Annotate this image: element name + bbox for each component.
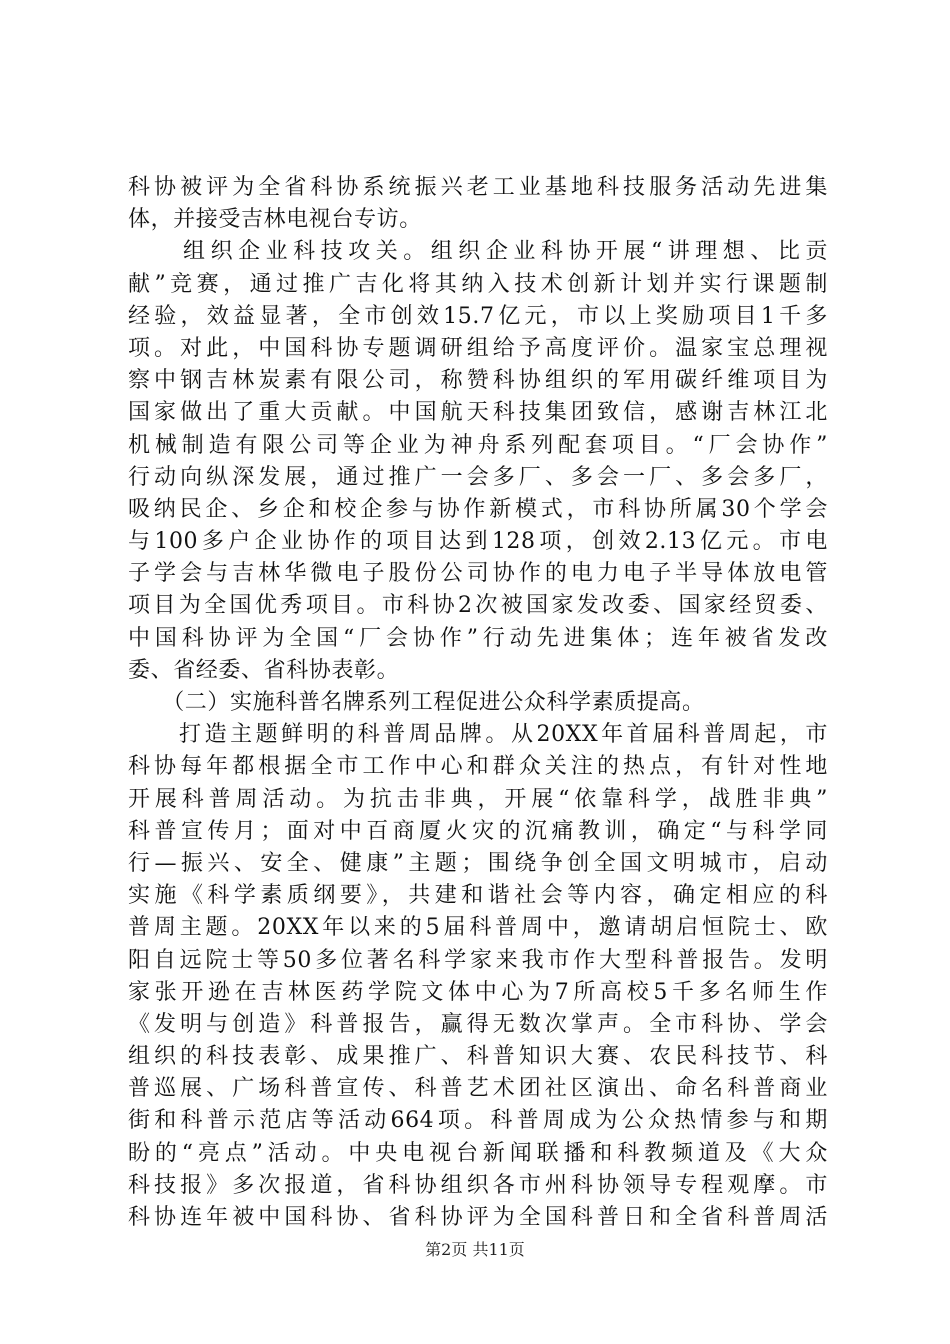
text-line: 子学会与吉林华微电子股份公司协作的电力电子半导体放电管 (128, 561, 828, 587)
text-line: 组织企业科技攻关。组织企业科协开展“讲理想、比贡 (128, 239, 828, 265)
text-line: 科技报》多次报道，省科协组织各市州科协领导专程观摩。市 (128, 1172, 828, 1198)
text-line: 科协连年被中国科协、省科协评为全国科普日和全省科普周活 (128, 1205, 828, 1230)
text-line: 与100多户企业协作的项目达到128项，创效2.13亿元。市电 (128, 529, 828, 555)
text-line: 开展科普周活动。为抗击非典，开展“依靠科学，战胜非典” (128, 786, 828, 812)
text-line: 实施《科学素质纲要》，共建和谐社会等内容，确定相应的科 (128, 883, 828, 909)
text-line: 行动向纵深发展，通过推广一会多厂、多会一厂、多会多厂， (128, 464, 828, 490)
text-line: 行—振兴、安全、健康”主题；围绕争创全国文明城市，启动 (128, 850, 828, 876)
text-line: 打造主题鲜明的科普周品牌。从20XX年首届科普周起，市 (128, 722, 828, 748)
text-line: 吸纳民企、乡企和校企参与协作新模式，市科协所属30个学会 (128, 496, 828, 522)
text-line: 盼的“亮点”活动。中央电视台新闻联播和科教频道及《大众 (128, 1140, 828, 1166)
page-number-label: 第2页 共11页 (425, 1240, 525, 1259)
text-line: 科协每年都根据全市工作中心和群众关注的热点，有针对性地 (128, 754, 828, 780)
text-line: 科普宣传月；面对中百商厦火灾的沉痛教训，确定“与科学同 (128, 818, 828, 844)
text-line: 项目为全国优秀项目。市科协2次被国家发改委、国家经贸委、 (128, 593, 828, 619)
text-line: 体，并接受吉林电视台专访。 (128, 207, 422, 233)
section-heading: （二）实施科普名牌系列工程促进公众科学素质提高。 (128, 690, 705, 715)
text-line: 经验，效益显著，全市创效15.7亿元，市以上奖励项目1千多 (128, 303, 828, 329)
text-line: 《发明与创造》科普报告，赢得无数次掌声。全市科协、学会 (128, 1011, 828, 1037)
text-line: 科协被评为全省科协系统振兴老工业基地科技服务活动先进集 (128, 175, 828, 200)
text-line: 委、省经委、省科协表彰。 (128, 657, 400, 683)
text-line: 中国科协评为全国“厂会协作”行动先进集体；连年被省发改 (128, 625, 828, 651)
text-line: 家张开逊在吉林医药学院文体中心为7所高校5千多名师生作 (128, 979, 828, 1005)
text-line: 项。对此，中国科协专题调研组给予高度评价。温家宝总理视 (128, 335, 828, 361)
body-text (128, 172, 828, 1234)
text-line: 机械制造有限公司等企业为神舟系列配套项目。“厂会协作” (128, 432, 828, 458)
text-line: 献”竞赛，通过推广吉化将其纳入技术创新计划并实行课题制 (128, 271, 828, 297)
text-line: 普周主题。20XX年以来的5届科普周中，邀请胡启恒院士、欧 (128, 915, 828, 941)
text-line: 街和科普示范店等活动664项。科普周成为公众热情参与和期 (128, 1108, 828, 1134)
text-line: 国家做出了重大贡献。中国航天科技集团致信，感谢吉林江北 (128, 400, 828, 426)
text-line: 阳自远院士等50多位著名科学家来我市作大型科普报告。发明 (128, 947, 828, 973)
text-line: 组织的科技表彰、成果推广、科普知识大赛、农民科技节、科 (128, 1044, 828, 1070)
text-line: 普巡展、广场科普宣传、科普艺术团社区演出、命名科普商业 (128, 1076, 828, 1102)
page-footer (0, 1238, 950, 1262)
text-line: 察中钢吉林炭素有限公司，称赞科协组织的军用碳纤维项目为 (128, 368, 828, 394)
